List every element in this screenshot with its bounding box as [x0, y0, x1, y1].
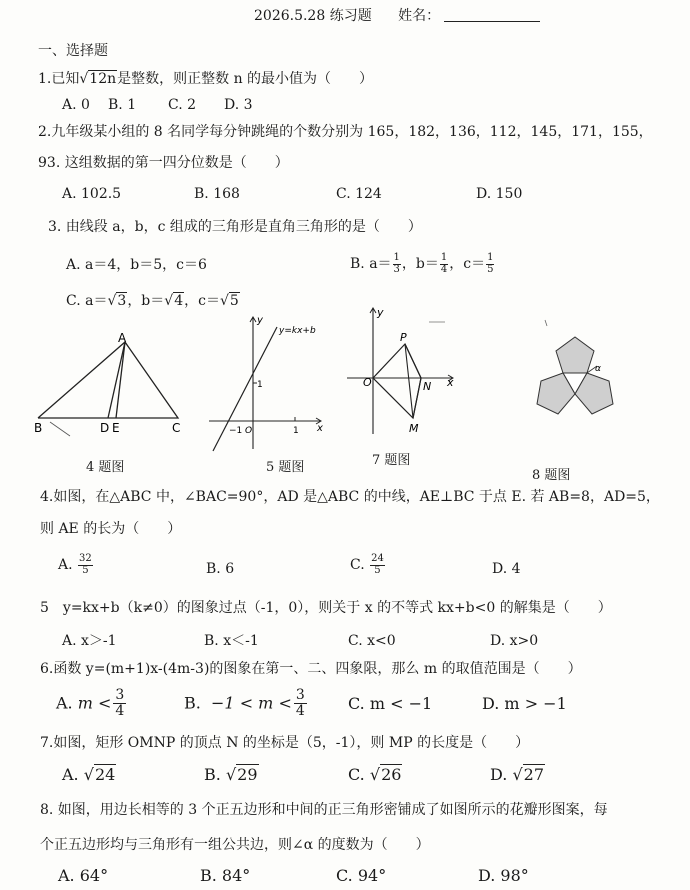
q8-option-b: B. 84°	[200, 866, 251, 885]
fig5-label-origin: O	[245, 426, 253, 436]
figure-7-rectangle	[343, 306, 468, 441]
q4-option-c: C. $\frac{24}{5}$	[350, 553, 384, 576]
fig4-label-b: B	[34, 421, 43, 435]
section-heading: 一、选择题	[38, 43, 108, 59]
question-1: 1.已知√12n是整数，则正整数 n 的最小值为（ ）	[38, 71, 374, 87]
fig7-label-x: x	[447, 376, 454, 389]
question-8-line2: 个正五边形均与三角形有一组公共边，则∠α 的度数为（ ）	[40, 837, 430, 853]
q2-option-d: D. 150	[476, 186, 523, 202]
question-4-line1: 4.如图，在△ABC 中，∠BAC=90°，AD 是△ABC 的中线，AE⊥BC 于点 E. 若 AB=8，AD=5，	[40, 489, 660, 505]
q1-option-c: C. 2	[168, 97, 197, 113]
q3-option-a: A. a＝4，b＝5，c＝6	[66, 257, 207, 273]
q6-option-b: B. −1 < m < $\frac{3}{4}$	[184, 687, 305, 720]
fig4-label-a: A	[118, 331, 127, 345]
q5-option-b: B. x＜-1	[204, 633, 259, 649]
figure-4-triangle	[30, 330, 200, 440]
q8-option-d: D. 98°	[478, 866, 529, 885]
q6-option-d: D. m > −1	[482, 694, 567, 713]
q8-option-a: A. 64°	[58, 866, 109, 885]
question-6: 6.函数 y=(m+1)x-(4m-3)的图象在第一、二、四象限，那么 m 的取值范围是（ ）	[40, 661, 582, 677]
q4-option-d: D. 4	[492, 561, 521, 577]
q1-option-d: D. 3	[224, 97, 253, 113]
question-2-line1: 2.九年级某小组的 8 名同学每分钟跳绳的个数分别为 165，182，136，112，145，171，155，	[38, 124, 653, 140]
page-title: 2026.5.28 练习题 姓名：	[254, 9, 540, 23]
figure-8-pentagons	[515, 318, 635, 438]
fig4-label-c: C	[172, 421, 181, 435]
fig4-label-e: E	[112, 421, 120, 435]
q5-option-d: D. x>0	[490, 633, 539, 649]
q8-option-c: C. 94°	[336, 866, 387, 885]
question-2-line2: 93. 这组数据的第一四分位数是（ ）	[38, 155, 289, 171]
q7-option-c: C. √26	[348, 765, 402, 784]
fig4-label-d: D	[100, 421, 110, 435]
q2-option-a: A. 102.5	[62, 186, 122, 202]
figure-5-caption: 5 题图	[266, 460, 305, 475]
fig5-label-x: x	[317, 423, 323, 434]
q1-option-a: A. 0	[62, 97, 90, 113]
fig7-label-n: N	[423, 380, 432, 393]
fig5-label-1x: 1	[293, 426, 299, 436]
fig5-line-equation: y=kx+b	[279, 326, 316, 336]
q4-option-b: B. 6	[206, 561, 235, 577]
fig5-label-y: y	[257, 315, 263, 326]
question-5: 5 y=kx+b（k≠0）的图象过点（-1，0），则关于 x 的不等式 kx+b<0 的解集是（ ）	[40, 600, 612, 616]
figure-7-caption: 7 题图	[372, 453, 411, 468]
question-7: 7.如图，矩形 OMNP 的顶点 N 的坐标是（5，-1），则 MP 的长度是（ ）	[40, 735, 530, 751]
fig7-label-o: O	[363, 376, 372, 389]
question-3: 3. 由线段 a，b，c 组成的三角形是直角三角形的是（ ）	[48, 219, 422, 235]
q6-option-a: A. m < $\frac{3}{4}$	[56, 687, 125, 720]
fig5-label-1y: 1	[257, 380, 263, 390]
question-4-line2: 则 AE 的长为（ ）	[40, 521, 182, 537]
q1-option-b: B. 1	[108, 97, 137, 113]
name-blank	[444, 21, 540, 22]
q5-option-a: A. x＞-1	[62, 633, 117, 649]
figure-4-caption: 4 题图	[86, 460, 125, 475]
fig7-label-y: y	[377, 306, 384, 319]
q7-option-b: B. √29	[204, 765, 258, 784]
fig8-label-alpha: α	[595, 364, 601, 374]
fig7-label-m: M	[409, 422, 419, 435]
q7-option-d: D. √27	[490, 765, 544, 784]
fig5-label-neg1: −1	[229, 426, 243, 436]
q4-option-a: A. $\frac{32}{5}$	[58, 553, 92, 576]
q2-option-b: B. 168	[194, 186, 240, 202]
question-8-line1: 8. 如图，用边长相等的 3 个正五边形和中间的正三角形密铺成了如图所示的花瓣形图案，每	[40, 802, 608, 818]
q6-option-c: C. m < −1	[348, 694, 433, 713]
figure-8-caption: 8 题图	[532, 468, 571, 483]
q3-option-c: C. a＝√3，b＝√4，c＝√5	[66, 293, 239, 309]
q3-option-b: B. a＝ $\frac{1}{3}$ ，b＝ $\frac{1}{4}$ ，c＝ $\frac{1}{5}$	[350, 252, 494, 275]
fig7-label-p: P	[400, 331, 407, 344]
q2-option-c: C. 124	[336, 186, 382, 202]
q7-option-a: A. √24	[62, 765, 116, 784]
q5-option-c: C. x<0	[348, 633, 396, 649]
figure-5-graph	[205, 315, 330, 455]
